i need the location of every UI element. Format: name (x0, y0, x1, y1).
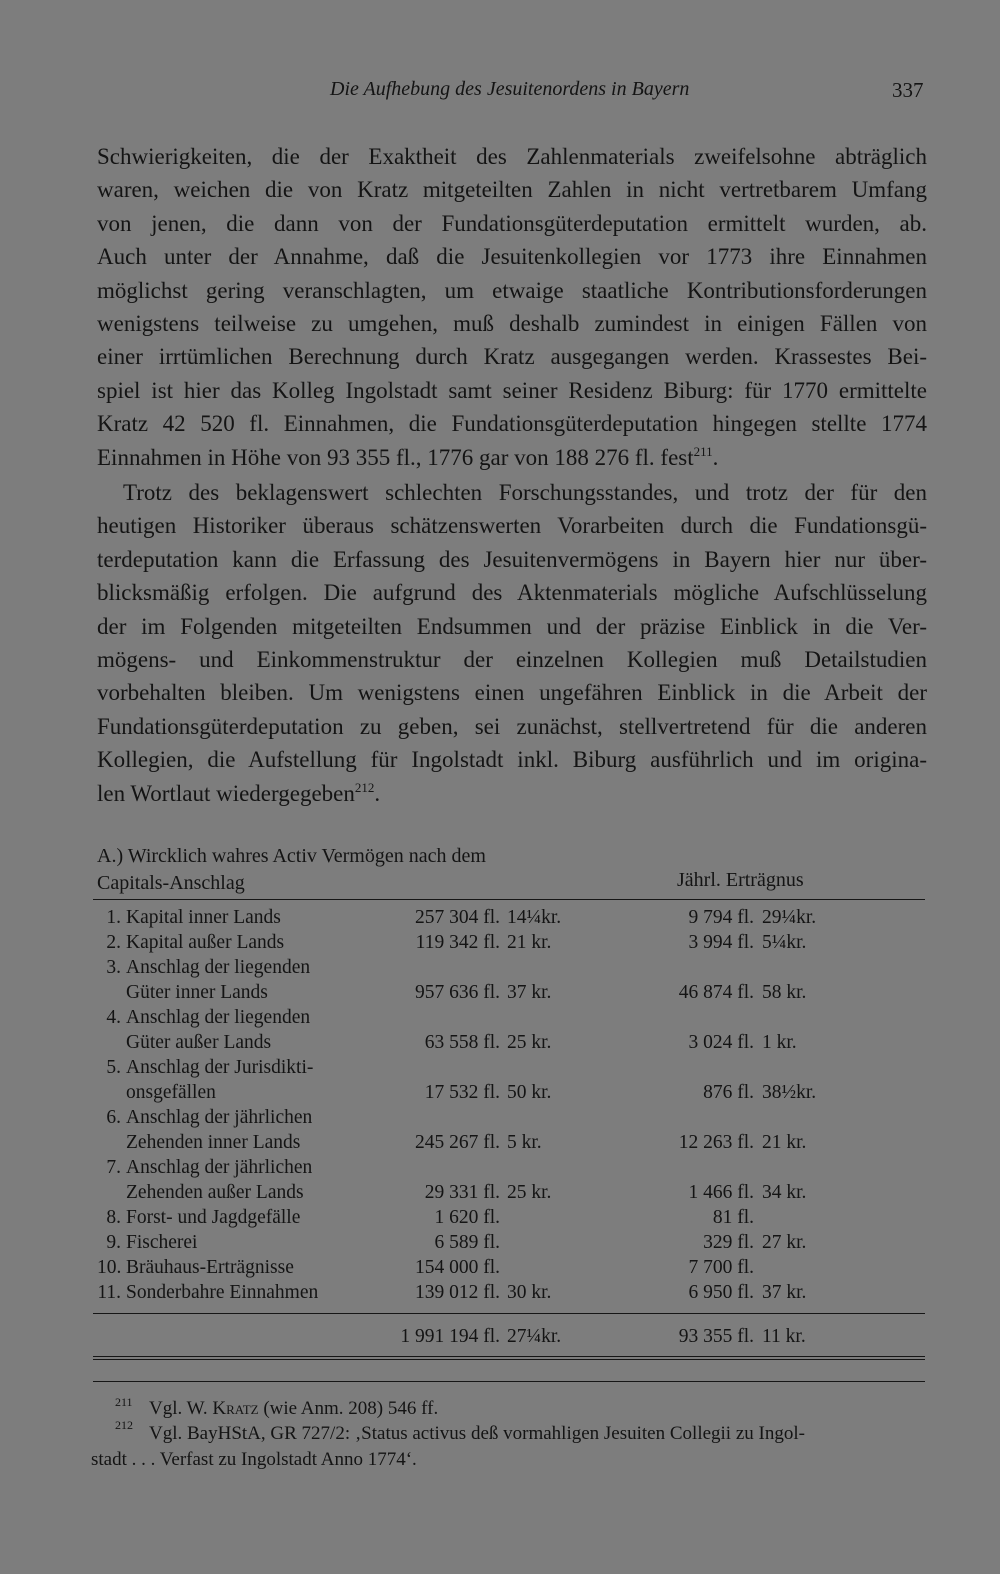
table-bottom-rule-double (93, 1359, 925, 1360)
table-row (0, 957, 1000, 982)
footnote-text (149, 1396, 438, 1421)
yield-value: 1 466 fl. (688, 1182, 754, 1203)
capital-value: 29 331 fl. (424, 1182, 500, 1203)
row-number: 6. (106, 1107, 121, 1128)
table-row (0, 1107, 1000, 1132)
row-number: 11. (97, 1282, 121, 1303)
yield-value: 46 874 fl. (678, 982, 754, 1003)
table-row (0, 1082, 1000, 1107)
row-label: Anschlag der Jurisdikti- (126, 1057, 314, 1078)
text-line (97, 777, 927, 810)
text-line: Trotz des beklagenswert schlechten Forschungsstandes, und trotz der für den (123, 480, 927, 505)
capital-kreuzer: 14¼kr. (507, 907, 562, 928)
row-number: 8. (106, 1207, 121, 1228)
row-label: Zehenden außer Lands (126, 1182, 304, 1203)
text-line: von jenen, die dann von der Fundationsgüterdeputation ermittelt wurden, ab. (97, 210, 927, 236)
yield-value: 3 994 fl. (688, 932, 754, 953)
yield-kreuzer: 37 kr. (762, 1282, 807, 1303)
table-title-line: A.) Wircklich wahres Activ Vermögen nach dem (97, 845, 486, 867)
row-number: 4. (106, 1007, 121, 1028)
footnote-text-pre: Vgl. W. (149, 1398, 213, 1419)
yield-value: 12 263 fl. (678, 1132, 754, 1153)
row-number: 9. (106, 1232, 121, 1253)
text-line-content: len Wortlaut wiedergegeben (97, 780, 355, 806)
text-line (97, 441, 927, 474)
paragraph-1 (97, 140, 927, 474)
text-line: Kratz 42 520 fl. Einnahmen, die Fundationsgüterdeputation hingegen stellte 1774 (97, 411, 927, 437)
row-label: Zehenden inner Lands (126, 1132, 301, 1153)
text-line: mögens- und Einkommenstruktur der einzelnen Kollegien muß Detailstudien (97, 647, 927, 673)
yield-kreuzer: 5¼kr. (762, 932, 807, 953)
capital-kreuzer: 5 kr. (507, 1132, 542, 1153)
table-sum-rule (93, 1313, 925, 1314)
footnote-author: Kratz (212, 1398, 259, 1419)
yield-kreuzer: 29¼kr. (762, 907, 817, 928)
table-row (0, 1157, 1000, 1182)
text-line: blicksmäßig erfolgen. Die aufgrund des Aktenmaterials mögliche Aufschlüsselung (97, 580, 927, 606)
text-line-content: Einnahmen in Höhe von 93 355 fl., 1776 gar von 188 276 fl. fest (97, 444, 694, 470)
capital-kreuzer: 21 kr. (507, 932, 552, 953)
table-total-row (0, 1326, 1000, 1351)
table-row (0, 907, 1000, 932)
row-label: Bräuhaus-Erträgnisse (126, 1257, 294, 1278)
text-line: Auch unter der Annahme, daß die Jesuitenkollegien vor 1773 ihre Einnahmen (97, 244, 927, 270)
yield-value: 876 fl. (703, 1082, 754, 1103)
total-kreuzer-capital: 27¼kr. (507, 1326, 562, 1347)
capital-kreuzer: 30 kr. (507, 1282, 552, 1303)
capital-value: 1 620 fl. (434, 1207, 500, 1228)
footnote-text: Vgl. BayHStA, GR 727/2: ‚Status activus deß vormahligen Jesuiten Collegii zu Ingol- (149, 1423, 805, 1444)
yield-kreuzer: 1 kr. (762, 1032, 797, 1053)
yield-value: 81 fl. (712, 1207, 754, 1228)
total-value-capital: 1 991 194 fl. (400, 1326, 500, 1347)
text-line: einer irrtümlichen Berechnung durch Kratz ausgegangen werden. Krassestes Bei- (97, 344, 927, 370)
capital-value: 6 589 fl. (434, 1232, 500, 1253)
row-number: 1. (106, 907, 121, 928)
row-number: 5. (106, 1057, 121, 1078)
total-kreuzer-yield: 11 kr. (762, 1326, 806, 1347)
capital-value: 154 000 fl. (414, 1257, 500, 1278)
footnote-text-post: (wie Anm. 208) 546 ff. (258, 1398, 439, 1419)
yield-kreuzer: 38½kr. (762, 1082, 817, 1103)
table-row (0, 1182, 1000, 1207)
capital-kreuzer: 50 kr. (507, 1082, 552, 1103)
table-row (0, 1057, 1000, 1082)
page-number: 337 (892, 78, 924, 102)
table-row (0, 1007, 1000, 1032)
row-label: Anschlag der liegenden (126, 1007, 311, 1028)
footnote-separator (93, 1381, 925, 1382)
footnote-reference-212[interactable]: 212 (354, 779, 375, 795)
total-value-yield: 93 355 fl. (678, 1326, 754, 1347)
table-title (97, 843, 486, 897)
row-label: Anschlag der liegenden (126, 957, 311, 978)
table-title-line: Capitals-Anschlag (97, 872, 245, 894)
capital-kreuzer: 25 kr. (507, 1182, 552, 1203)
text-line: möglichst gering veranschlagten, um etwaige staatliche Kontributionsforderungen (97, 277, 927, 303)
yield-value: 329 fl. (703, 1232, 754, 1253)
row-number: 2. (106, 932, 121, 953)
text-line: der im Folgenden mitgeteilten Endsummen und der präzise Einblick in die Ver- (97, 613, 927, 639)
row-label: Fischerei (126, 1232, 198, 1253)
table-row (0, 932, 1000, 957)
text-line: Schwierigkeiten, die der Exaktheit des Zahlenmaterials zweifelsohne abträglich (97, 144, 927, 169)
table-row (0, 982, 1000, 1007)
footnote-mark: 212 (115, 1418, 133, 1432)
row-label: Kapital inner Lands (126, 907, 281, 928)
text-line: terdeputation kann die Erfassung des Jesuitenvermögens in Bayern hier nur über- (97, 546, 927, 572)
capital-value: 957 636 fl. (414, 982, 500, 1003)
capital-kreuzer: 37 kr. (507, 982, 552, 1003)
capital-value: 119 342 fl. (415, 932, 500, 953)
table-row (0, 1232, 1000, 1257)
row-label: Güter außer Lands (126, 1032, 272, 1053)
text-line: wenigstens teilweise zu umgehen, muß deshalb zumindest in einigen Fällen von (97, 311, 927, 337)
capital-value: 245 267 fl. (414, 1132, 500, 1153)
yield-kreuzer: 21 kr. (762, 1132, 807, 1153)
row-number: 7. (106, 1157, 121, 1178)
row-label: Güter inner Lands (126, 982, 268, 1003)
table-row (0, 1032, 1000, 1057)
capital-value: 139 012 fl. (414, 1282, 500, 1303)
running-header-title: Die Aufhebung des Jesuitenordens in Bayern (330, 78, 690, 100)
table-bottom-rule (93, 1356, 925, 1357)
text-line: spiel ist hier das Kolleg Ingolstadt samt seiner Residenz Biburg: für 1770 ermittelte (97, 377, 927, 403)
row-number: 10. (97, 1257, 122, 1278)
yield-kreuzer: 34 kr. (762, 1182, 807, 1203)
yield-value: 3 024 fl. (688, 1032, 754, 1053)
yield-value: 6 950 fl. (688, 1282, 754, 1303)
sentence-end: . (712, 444, 719, 470)
yield-kreuzer: 27 kr. (762, 1232, 807, 1253)
table-row (0, 1282, 1000, 1307)
capital-value: 63 558 fl. (424, 1032, 500, 1053)
footnote-mark: 211 (115, 1395, 133, 1409)
table-row (0, 1257, 1000, 1282)
row-label: Forst- und Jagdgefälle (126, 1207, 301, 1228)
table-top-rule (93, 899, 925, 900)
capital-value: 257 304 fl. (414, 907, 500, 928)
row-label: onsgefällen (126, 1082, 216, 1103)
table-row (0, 1207, 1000, 1232)
table-column-header: Jährl. Erträgnus (677, 869, 804, 891)
text-line: vorbehalten bleiben. Um wenigstens einen ungefähren Einblick in die Arbeit der (97, 680, 927, 706)
yield-kreuzer: 58 kr. (762, 982, 807, 1003)
row-label: Sonderbahre Einnahmen (126, 1282, 319, 1303)
table-row (0, 1132, 1000, 1157)
row-label: Anschlag der jährlichen (126, 1107, 313, 1128)
yield-value: 7 700 fl. (688, 1257, 754, 1278)
capital-value: 17 532 fl. (424, 1082, 500, 1103)
text-line: heutigen Historiker überaus schätzenswerten Vorarbeiten durch die Fundationsgü- (97, 513, 927, 539)
text-line: Kollegien, die Aufstellung für Ingolstadt inkl. Biburg ausführlich und im origina- (97, 747, 927, 773)
footnote-reference-211[interactable]: 211 (693, 443, 713, 459)
footnote-text: stadt . . . Verfast zu Ingolstadt Anno 1774‘. (91, 1449, 417, 1470)
paragraph-2 (97, 476, 927, 810)
sentence-end: . (374, 780, 381, 806)
text-line: waren, weichen die von Kratz mitgeteilten Zahlen in nicht vertretbarem Umfang (97, 177, 927, 203)
yield-value: 9 794 fl. (688, 907, 754, 928)
row-label: Anschlag der jährlichen (126, 1157, 313, 1178)
row-label: Kapital außer Lands (126, 932, 285, 953)
text-line: Fundationsgüterdeputation zu geben, sei zunächst, stellvertretend für die anderen (97, 713, 927, 739)
capital-kreuzer: 25 kr. (507, 1032, 552, 1053)
row-number: 3. (106, 957, 121, 978)
